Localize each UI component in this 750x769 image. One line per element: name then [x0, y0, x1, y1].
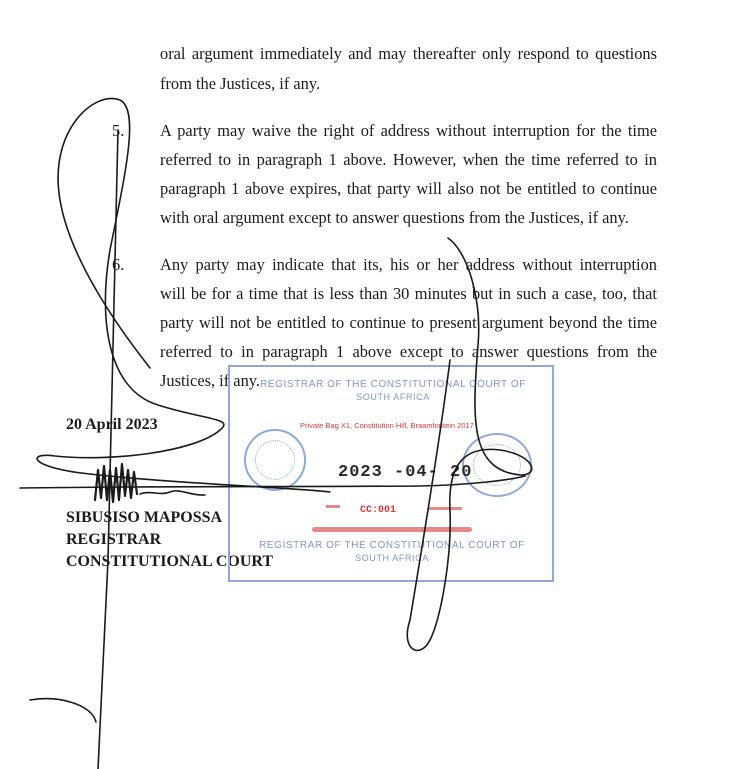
signatory-office: CONSTITUTIONAL COURT: [66, 553, 274, 570]
stamp-address: Private Bag X1, Constitution Hill, Braamfontein 2017: [300, 421, 474, 430]
stamp-date: 2023 -04- 20: [338, 463, 473, 482]
body-line: referred to in paragraph 1 above. However, when the time referred to in: [160, 150, 657, 169]
body-line: referred to in paragraph 1 above except to answer questions from the: [160, 342, 657, 361]
stamp-header-text: REGISTRAR OF THE CONSTITUTIONAL COURT OF: [260, 379, 526, 390]
stamp-footer: [236, 540, 548, 564]
body-line: from the Justices, if any.: [160, 74, 321, 93]
stamp-ink-mark: [326, 505, 340, 508]
body-line: A party may waive the right of address without interruption for the time: [160, 121, 657, 140]
stamp-code: CC:001: [360, 505, 397, 516]
stamp-footer-text: REGISTRAR OF THE CONSTITUTIONAL COURT OF: [259, 540, 525, 551]
stamp-ink-mark: [428, 507, 462, 510]
signatory-name: SIBUSISO MAPOSSA: [66, 509, 223, 526]
document-date: 20 April 2023: [66, 416, 158, 433]
body-line: Any party may indicate that its, his or her address without interruption: [160, 255, 657, 274]
body-line: will be for a time that is less than 30 minutes but in such a case, too, that: [160, 284, 657, 303]
stamp-footer-subtext: SOUTH AFRICA: [355, 553, 429, 563]
stamp-ink-mark: [312, 527, 472, 532]
coat-of-arms-seal-icon: [244, 429, 306, 491]
stamp-header-subtext: SOUTH AFRICA: [356, 392, 430, 402]
registrar-stamp: [228, 365, 554, 582]
body-line: paragraph 1 above expires, that party will also not be entitled to continue: [160, 179, 657, 198]
body-line: with oral argument except to answer questions from the Justices, if any.: [160, 208, 629, 227]
court-seal-icon: [462, 433, 532, 497]
body-line: Justices, if any.: [160, 371, 260, 390]
body-line: party will not be entitled to continue to present argument beyond the time: [160, 313, 657, 332]
signatory-title: REGISTRAR: [66, 531, 162, 548]
stamp-header: [248, 379, 538, 403]
paragraph-number: 5.: [112, 121, 125, 140]
paragraph-number: 6.: [112, 255, 125, 274]
body-line: oral argument immediately and may thereafter only respond to questions: [160, 44, 657, 63]
